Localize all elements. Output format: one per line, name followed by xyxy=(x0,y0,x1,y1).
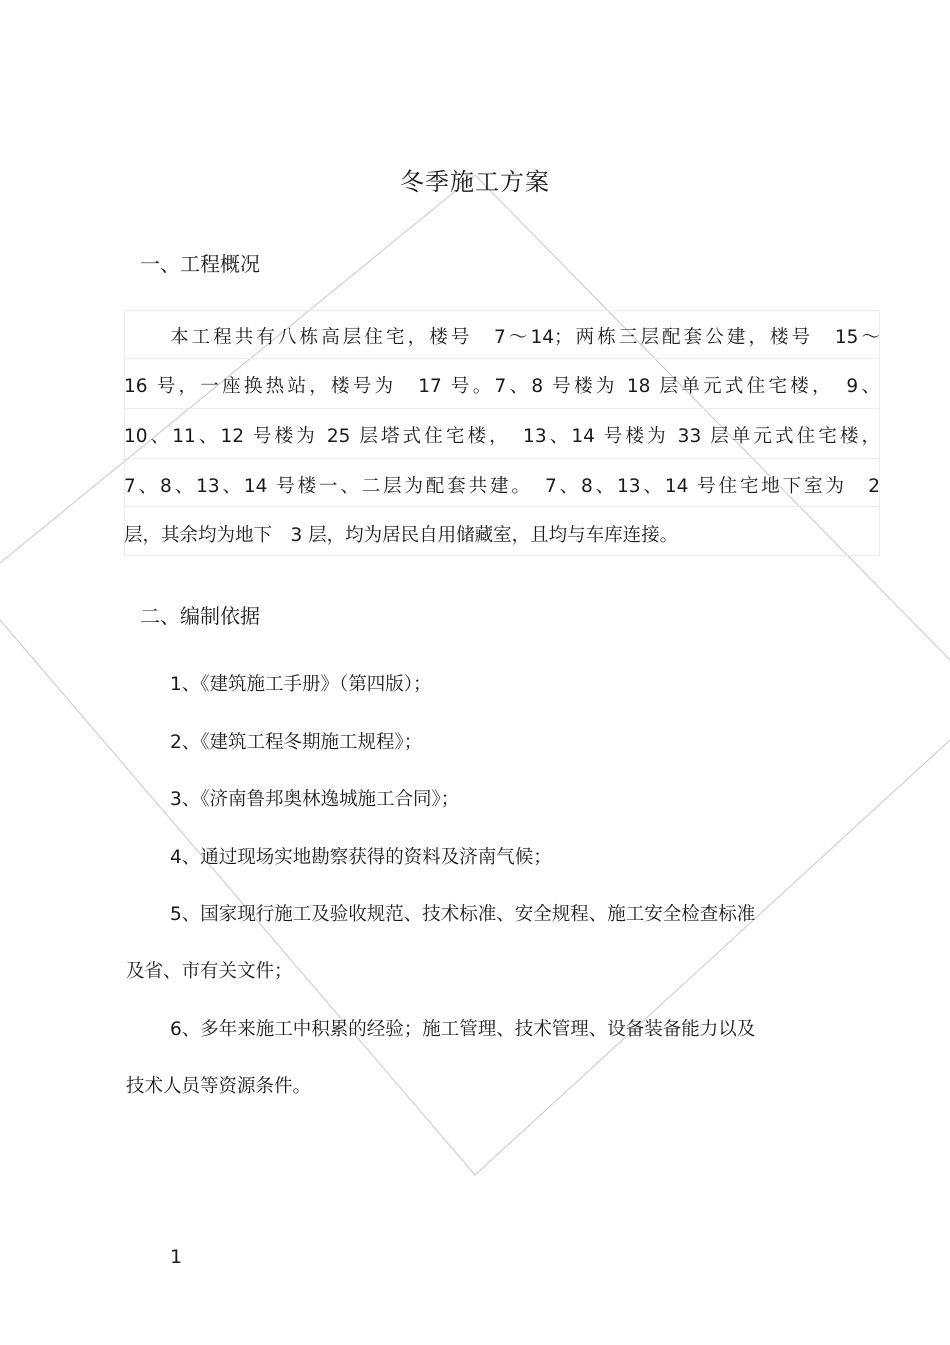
basis-item: 3、《济南鲁邦奥林逸城施工合同》； xyxy=(170,789,460,810)
table-rule xyxy=(124,458,880,459)
overview-line: 7、8、13、14 号楼一、二层为配套共建。 7、8、13、14 号住宅地下室为 2 xyxy=(124,476,880,497)
overview-paragraph xyxy=(124,310,880,556)
table-rule xyxy=(124,555,880,556)
table-rule xyxy=(124,408,880,409)
overview-line: 层，其余均为地下 3 层，均为居民自用储藏室，且均与车库连接。 xyxy=(124,525,679,546)
basis-item: 1、《建筑施工手册》（第四版）； xyxy=(170,674,432,695)
table-rule xyxy=(124,310,880,311)
basis-item: 技术人员等资源条件。 xyxy=(126,1076,312,1097)
basis-item: 4、通过现场实地勘察获得的资料及济南气候； xyxy=(170,847,552,868)
basis-item: 6、多年来施工中积累的经验；施工管理、技术管理、设备装备能力以及 xyxy=(170,1019,756,1040)
page-title: 冬季施工方案 xyxy=(400,168,550,196)
section-heading-basis: 二、编制依据 xyxy=(140,604,260,628)
overview-line: 本工程共有八栋高层住宅，楼号 7～14；两栋三层配套公建，楼号 15～ xyxy=(170,327,880,348)
basis-item: 及省、市有关文件； xyxy=(126,961,293,982)
basis-item: 2、《建筑工程冬期施工规程》； xyxy=(170,732,423,753)
page-number: 1 xyxy=(170,1246,183,1268)
table-rule xyxy=(124,506,880,507)
table-rule xyxy=(124,358,880,359)
overview-line: 16 号，一座换热站，楼号为 17 号。7、8 号楼为 18 层单元式住宅楼， 9、 xyxy=(124,376,880,397)
basis-item: 5、国家现行施工及验收规范、技术标准、安全规程、施工安全检查标准 xyxy=(170,904,756,925)
section-heading-overview: 一、工程概况 xyxy=(140,252,260,276)
overview-line: 10、11、12 号楼为 25 层塔式住宅楼， 13、14 号楼为 33 层单元式住宅楼， xyxy=(124,426,880,447)
